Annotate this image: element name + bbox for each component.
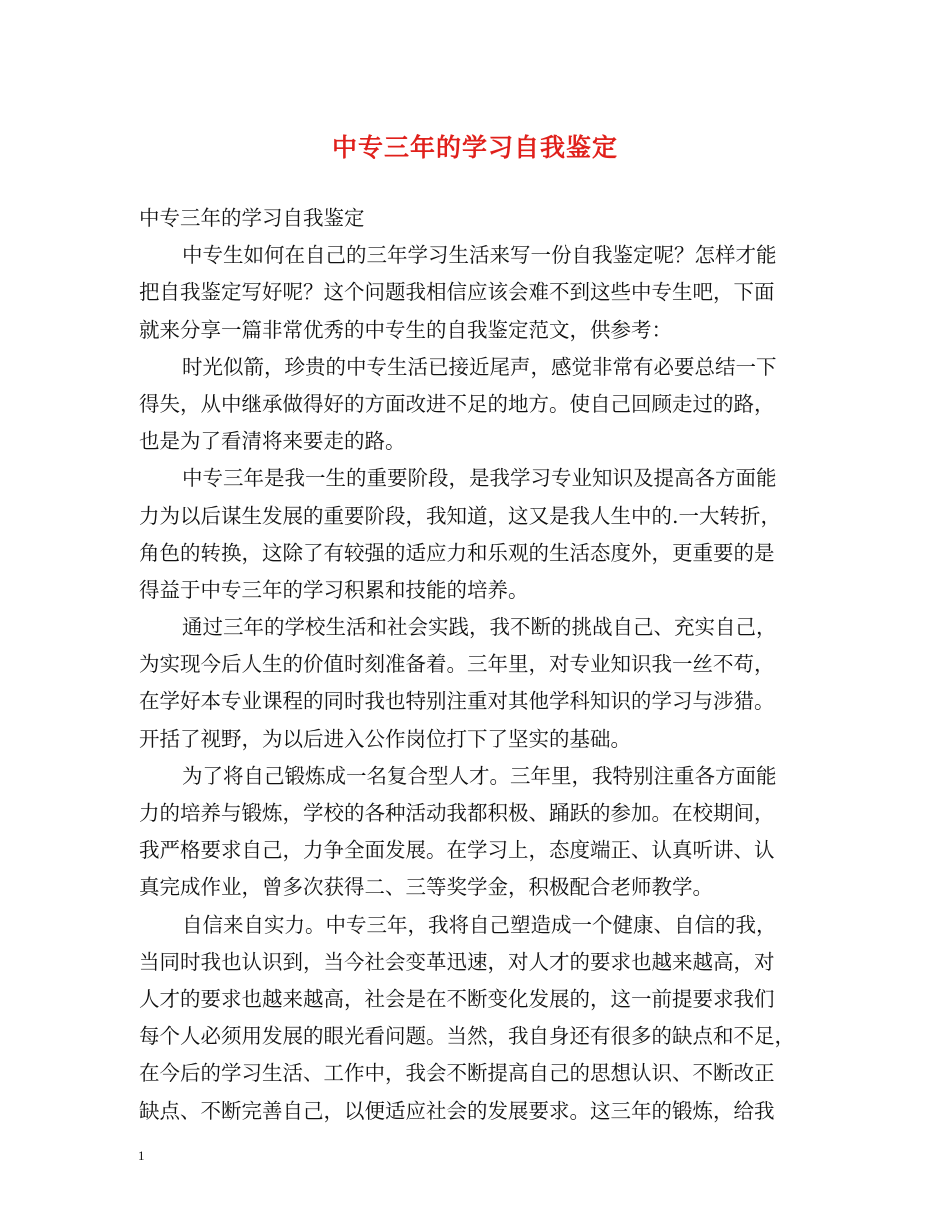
body-line: 为实现今后人生的价值时刻准备着。三年里，对专业知识我一丝不苟， — [139, 652, 775, 677]
body-line: 缺点、不断完善自己，以便适应社会的发展要求。这三年的锻炼，给我 — [139, 1098, 775, 1123]
body-line: 开括了视野，为以后进入公作岗位打下了坚实的基础。 — [139, 726, 631, 751]
body-line: 角色的转换，这除了有较强的适应力和乐观的生活态度外，更重要的是 — [139, 540, 775, 565]
body-line: 通过三年的学校生活和社会实践，我不断的挑战自己、充实自己， — [182, 615, 777, 640]
body-line: 当同时我也认识到，当今社会变革迅速，对人才的要求也越来越高，对 — [139, 949, 775, 974]
body-line: 人才的要求也越来越高，社会是在不断变化发展的，这一前提要求我们 — [139, 986, 775, 1011]
document-body — [139, 200, 829, 1130]
body-line: 得失，从中继承做得好的方面改进不足的地方。使自己回顾走过的路， — [139, 391, 775, 416]
body-line: 中专三年是我一生的重要阶段，是我学习专业知识及提高各方面能 — [182, 466, 777, 491]
page-number: 1 — [138, 1148, 145, 1163]
body-line: 我严格要求自己，力争全面发展。在学习上，态度端正、认真听讲、认 — [139, 838, 775, 863]
body-line: 时光似箭，珍贵的中专生活已接近尾声，感觉非常有必要总结一下 — [182, 354, 777, 379]
body-line: 也是为了看清将来要走的路。 — [139, 429, 406, 454]
document-subtitle: 中专三年的学习自我鉴定 — [139, 206, 365, 230]
body-line: 得益于中专三年的学习积累和技能的培养。 — [139, 577, 529, 602]
body-line: 自信来自实力。中专三年，我将自己塑造成一个健康、自信的我， — [182, 912, 777, 937]
body-line: 真完成作业，曾多次获得二、三等奖学金，积极配合老师教学。 — [139, 875, 713, 900]
body-line: 就来分享一篇非常优秀的中专生的自我鉴定范文，供参考： — [139, 317, 672, 342]
body-line: 中专生如何在自己的三年学习生活来写一份自我鉴定呢？怎样才能 — [182, 243, 777, 268]
body-line: 为了将自己锻炼成一名复合型人才。三年里，我特别注重各方面能 — [182, 763, 777, 788]
body-line: 在今后的学习生活、工作中，我会不断提高自己的思想认识、不断改正 — [139, 1061, 775, 1086]
body-line: 每个人必须用发展的眼光看问题。当然，我自身还有很多的缺点和不足， — [139, 1024, 795, 1049]
body-line: 在学好本专业课程的同时我也特别注重对其他学科知识的学习与涉猎。 — [139, 689, 775, 714]
body-line: 把自我鉴定写好呢？这个问题我相信应该会难不到这些中专生吧，下面 — [139, 280, 775, 305]
document-title: 中专三年的学习自我鉴定 — [331, 133, 618, 162]
body-line: 力为以后谋生发展的重要阶段，我知道，这又是我人生中的.一大转折， — [139, 503, 782, 528]
body-line: 力的培养与锻炼，学校的各种活动我都积极、踊跃的参加。在校期间， — [139, 801, 775, 825]
